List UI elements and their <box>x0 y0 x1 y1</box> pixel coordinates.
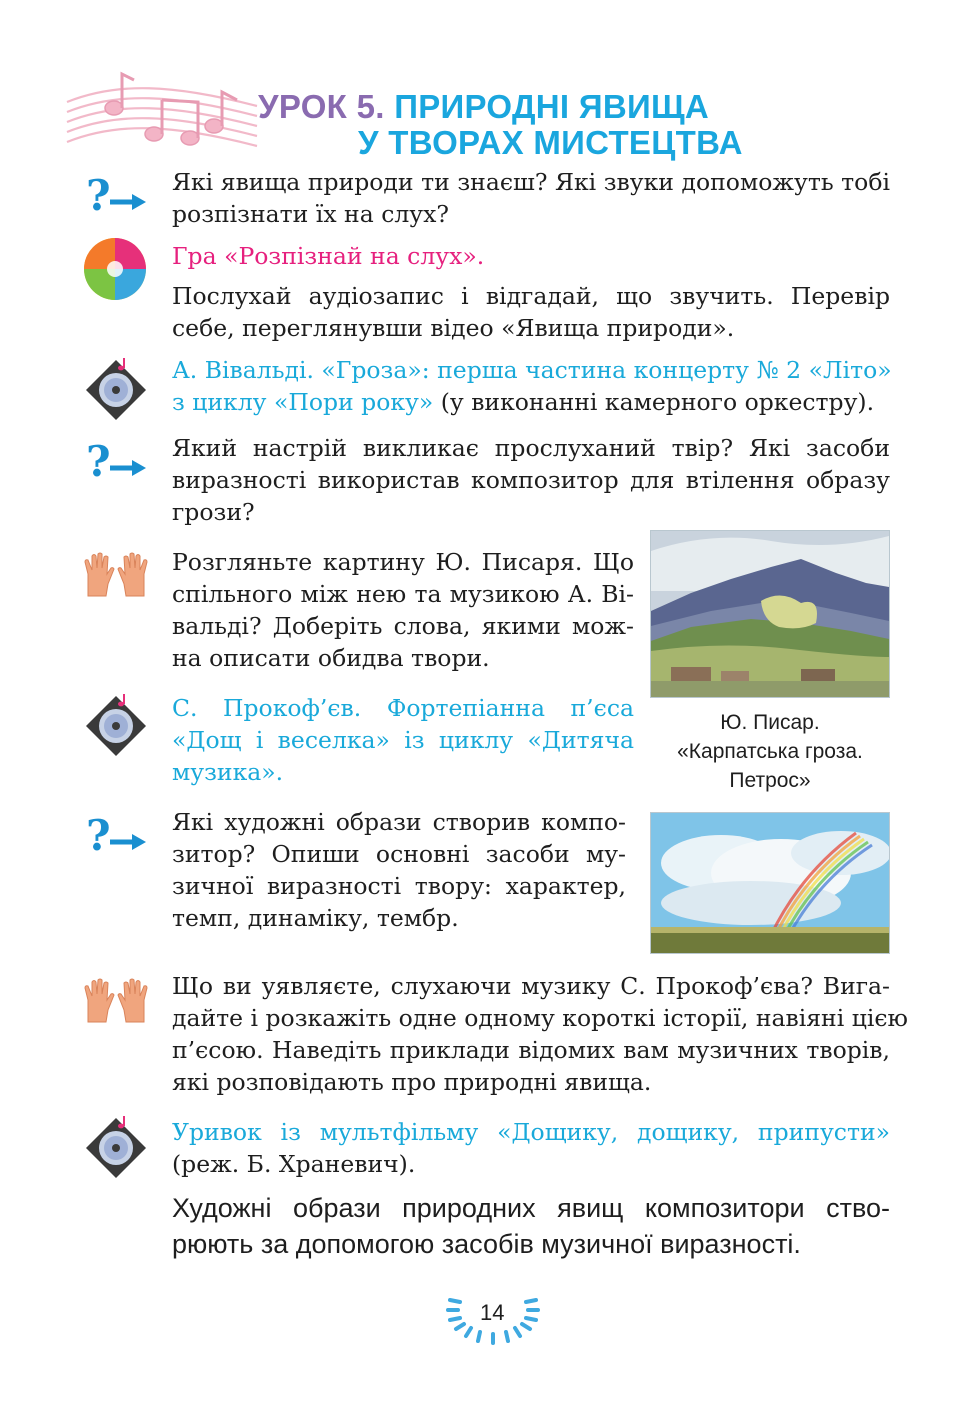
text-line: А. Вівальді. «Гроза»: перша частина концерту № 2 «Літо» <box>172 356 892 384</box>
text-line: виразності використав композитор для втілення образу <box>172 466 890 494</box>
text-line: себе, переглянувши відео «Явища природи». <box>172 314 735 342</box>
beach-ball-icon <box>82 236 148 302</box>
question-arrow-icon <box>86 438 148 482</box>
text-line: Уривок із мультфільму «Дощику, дощику, припусти» <box>172 1118 890 1146</box>
page-number: 14 <box>480 1300 505 1325</box>
text-line: Що ви уявляєте, слухаючи музику С. Прокоф’єва? Вига- <box>172 972 890 1000</box>
text-line: вальді? Доберіть слова, якими мож- <box>172 612 634 640</box>
text-line: музика». <box>172 758 284 786</box>
lesson-title-part1: ПРИРОДНІ ЯВИЩА <box>394 88 710 125</box>
caption-line: «Карпатська гроза. <box>677 740 863 763</box>
svg-text:?: ? <box>86 812 111 856</box>
game-title: Гра «Розпізнай на слух». <box>172 242 485 270</box>
text-line: п’єсою. Наведіть приклади відомих вам музичних творів, <box>172 1036 890 1064</box>
painting-carpathian-storm <box>650 530 890 698</box>
performance-note: (у виконанні камерного оркестру). <box>433 388 875 416</box>
music-notes-decoration-icon <box>62 64 262 159</box>
text-line <box>172 386 890 418</box>
text-line: розпізнати їх на слух? <box>172 200 449 228</box>
game-instructions <box>172 280 890 344</box>
svg-text:?: ? <box>86 172 111 216</box>
text-line: які розповідають про природні явища. <box>172 1068 652 1096</box>
caption-line: Петрос» <box>729 769 811 792</box>
question-block-3 <box>172 806 626 934</box>
discussion-block-1 <box>172 546 634 674</box>
lesson-title-line2: У ТВОРАХ МИСТЕЦТВА <box>358 124 743 161</box>
painting-caption <box>648 708 892 795</box>
text-line: (реж. Б. Храневич). <box>172 1150 416 1178</box>
cycle-name: з циклу «Пори року» <box>172 388 434 416</box>
text-line: Які явища природи ти знаєш? Які звуки допоможуть тобі <box>172 168 890 196</box>
text-line: Послухай аудіозапис і відгадай, що звучить. Перевір <box>172 282 890 310</box>
text-line: зитор? Опиши основні засоби му- <box>172 840 626 868</box>
text-line: грози? <box>172 498 255 526</box>
listening-block-2 <box>172 692 634 788</box>
caption-line: Ю. Писар. <box>720 711 820 734</box>
lesson-title-line1 <box>258 88 709 126</box>
hands-icon <box>82 552 150 598</box>
text-line: Художні образи природних явищ композитори ство- <box>172 1193 890 1223</box>
svg-text:?: ? <box>86 438 111 482</box>
question-block-2 <box>172 432 890 528</box>
text-line: дайте і розкажіть одне одному короткі історії, навіяні цією <box>172 1004 908 1032</box>
text-line: зичної виразності твору: характер, <box>172 872 626 900</box>
text-line: «Дощ і веселка» із циклу «Дитяча <box>172 726 634 754</box>
text-line: Розгляньте картину Ю. Писаря. Що <box>172 548 634 576</box>
music-disc-icon <box>84 354 148 424</box>
question-block-1 <box>172 166 890 230</box>
discussion-block-2 <box>172 970 908 1098</box>
music-disc-icon <box>84 1112 148 1182</box>
text-line: рюють за допомогою засобів музичної виразності. <box>172 1229 801 1259</box>
text-line: Який настрій викликає прослуханий твір? Які засоби <box>172 434 890 462</box>
rainbow-image <box>651 813 889 953</box>
text-line: Які художні образи створив компо- <box>172 808 626 836</box>
lesson-conclusion <box>172 1190 890 1262</box>
text-line: спільного між нею та музикою А. Ві- <box>172 580 634 608</box>
rainbow-photo <box>650 812 890 954</box>
hands-icon <box>82 978 150 1024</box>
question-arrow-icon <box>86 172 148 216</box>
text-line: С. Прокоф’єв. Фортепіанна п’єса <box>172 694 634 722</box>
listening-block-3 <box>172 1116 890 1180</box>
question-arrow-icon <box>86 812 148 856</box>
painting-image <box>651 531 889 697</box>
text-line: на описати обидва твори. <box>172 644 490 672</box>
text-line: темп, динаміку, тембр. <box>172 904 459 932</box>
listening-block-1 <box>172 354 890 418</box>
music-disc-icon <box>84 690 148 760</box>
lesson-label: УРОК 5. <box>258 88 385 125</box>
